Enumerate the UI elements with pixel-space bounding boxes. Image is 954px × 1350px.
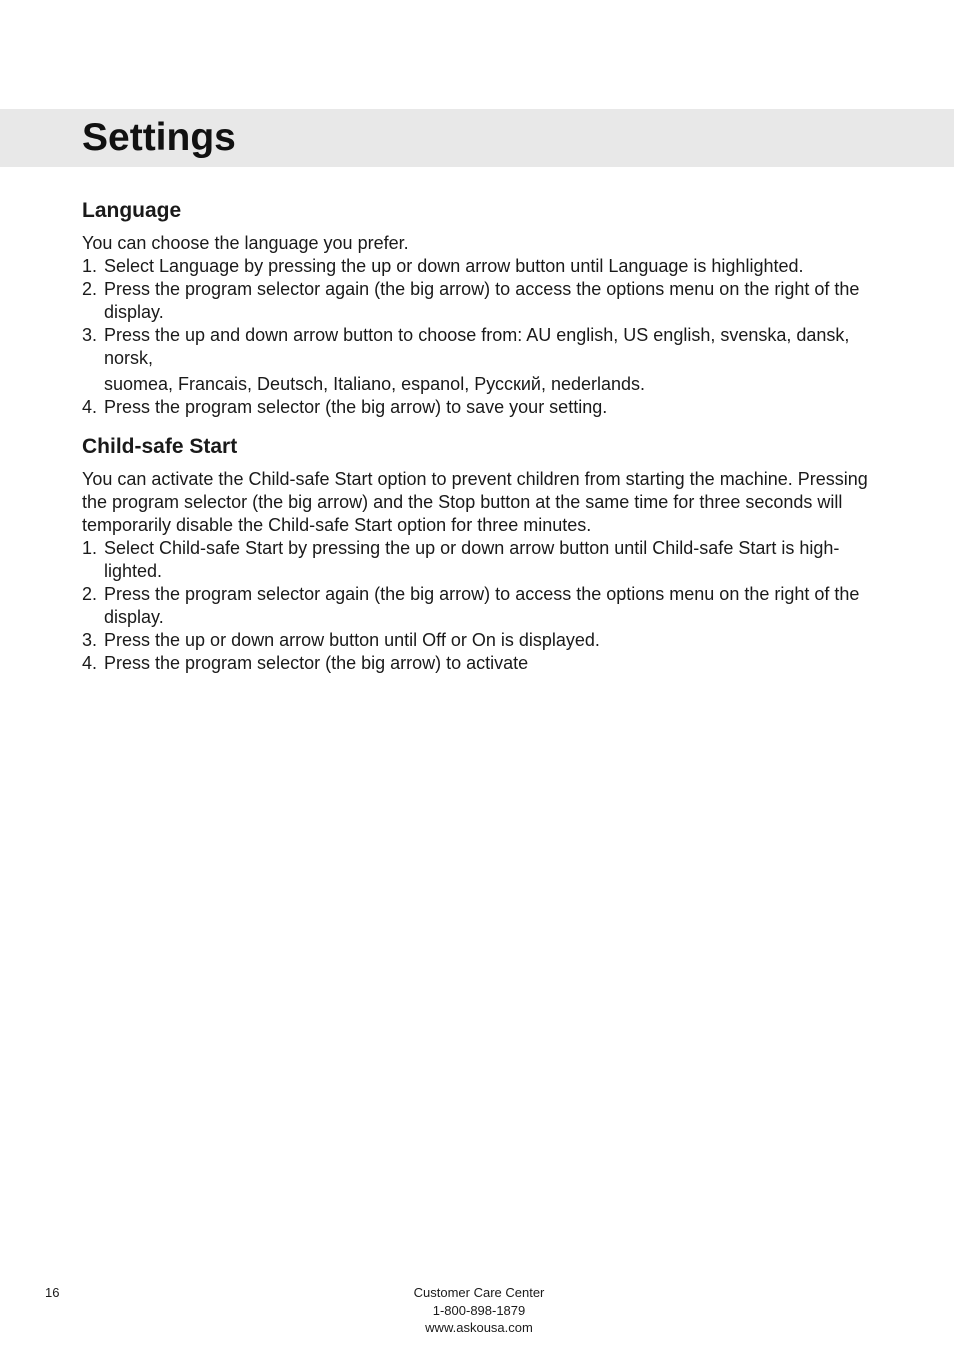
list-item (82, 396, 882, 419)
contact-website: www.askousa.com (425, 1320, 533, 1335)
child-safe-steps (82, 537, 882, 675)
step-number: 1. (82, 538, 98, 558)
language-heading: Language (82, 199, 182, 222)
step-text: Select Child-safe Start by pressing the up or down arrow button until Child-safe Start is high-lighted. (104, 538, 840, 581)
child-safe-intro: You can activate the Child-safe Start option to prevent children from starting the machine. Pressing the program selector (the big arrow) and the Stop button at the same time for three seconds will temporarily disable the Child-safe Start option for three minutes. (82, 469, 868, 535)
list-item (82, 629, 882, 652)
step-number: 3. (82, 325, 98, 345)
language-steps (82, 255, 882, 419)
step-continuation: suomea, Francais, Deutsch, Italiano, espanol, Русский, nederlands. (104, 374, 646, 394)
list-item (82, 278, 882, 324)
title-band (0, 109, 954, 167)
contact-phone: 1-800-898-1879 (432, 1302, 526, 1318)
list-item (82, 652, 882, 675)
step-number: 4. (82, 653, 98, 673)
step-text: Press the up or down arrow button until Off or On is displayed. (104, 630, 600, 650)
page-number: 16 (45, 1285, 60, 1300)
step-text: Press the program selector (the big arrow) to save your setting. (104, 397, 608, 417)
child-safe-heading: Child-safe Start (82, 435, 238, 458)
language-section (82, 196, 882, 419)
step-number: 2. (82, 584, 98, 604)
list-item (82, 324, 882, 396)
child-safe-section (82, 432, 882, 675)
list-item (82, 537, 882, 583)
step-text: Press the program selector again (the big arrow) to access the options menu on the right of the display. (104, 584, 860, 627)
language-intro: You can choose the language you prefer. (82, 233, 409, 253)
list-item (82, 583, 882, 629)
step-number: 4. (82, 397, 98, 417)
step-text: Select Language by pressing the up or down arrow button until Language is highlighted. (104, 256, 804, 276)
step-text: Press the program selector again (the big arrow) to access the options menu on the right of the display. (104, 279, 860, 322)
footer-contact (379, 1284, 579, 1337)
page-title: Settings (82, 116, 236, 159)
step-number: 3. (82, 630, 98, 650)
step-text: Press the program selector (the big arrow) to activate (104, 653, 529, 673)
step-number: 1. (82, 256, 98, 276)
list-item (82, 255, 882, 278)
step-text: Press the up and down arrow button to choose from: AU english, US english, svenska, dansk, norsk, (104, 325, 850, 368)
main-content (82, 196, 882, 688)
contact-title: Customer Care Center (413, 1285, 545, 1300)
step-number: 2. (82, 279, 98, 299)
